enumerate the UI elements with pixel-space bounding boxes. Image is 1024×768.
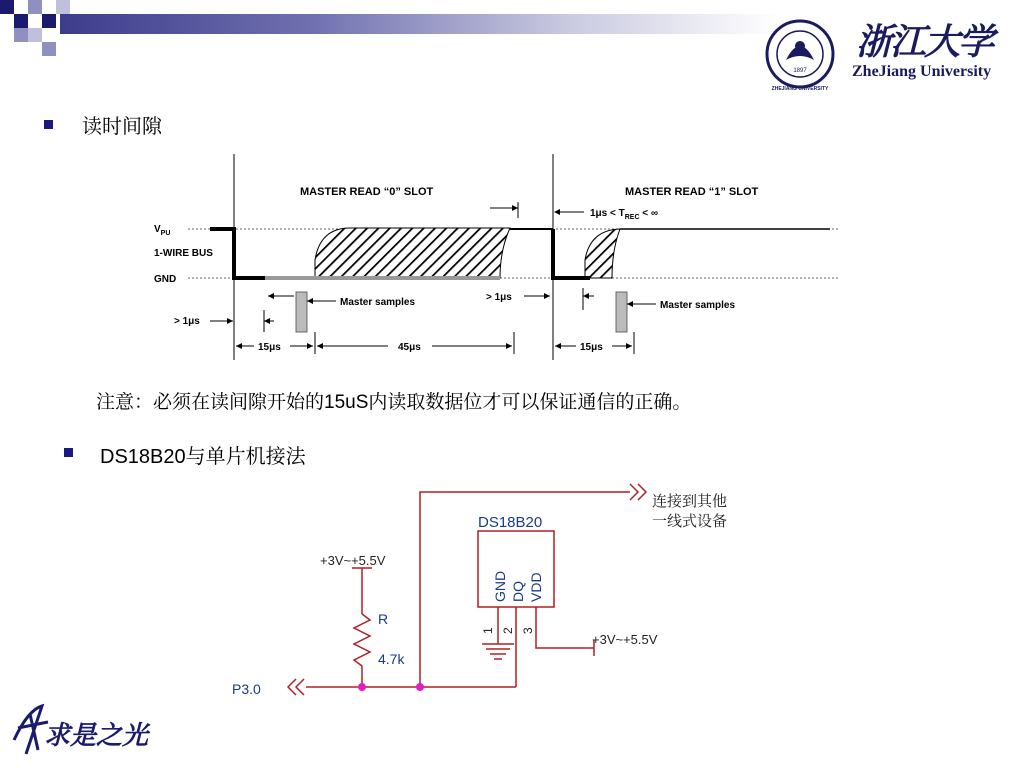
gt1us-mid: > 1μs: [486, 292, 512, 303]
bullet-icon: [64, 448, 73, 457]
seal-year: 1897: [793, 68, 807, 74]
university-seal-icon: [767, 21, 833, 92]
vpu-label: $V_{PU}$: [154, 224, 171, 237]
pin-dq-label: DQ: [510, 581, 526, 602]
slot1-title: MASTER READ “1” SLOT: [625, 186, 759, 198]
master-samples-0: Master samples: [340, 297, 416, 308]
ds18b20-circuit-diagram: [220, 476, 780, 704]
pin2-number: 2: [501, 627, 515, 634]
section-title-interface: DS18B20与单片机接法: [100, 446, 306, 468]
junction-dot: [416, 683, 424, 691]
resistor-name: R: [378, 611, 389, 627]
supply-right: +3V~+5.5V: [592, 632, 658, 647]
gt1us-left: > 1μs: [174, 316, 200, 327]
section-title-read-slot: 读时间隙: [82, 114, 162, 138]
university-name-zh: 浙江大学: [856, 21, 993, 63]
junction-dot: [358, 683, 366, 691]
ground-icon: [482, 644, 514, 659]
bullet-icon: [44, 120, 53, 129]
t15us-1: 15μs: [580, 342, 603, 353]
pin-vdd-label: VDD: [528, 572, 544, 602]
connect-other-line2: 一线式设备: [652, 513, 728, 530]
footer-logo-text: 求是之光: [44, 720, 149, 750]
resistor-value: 4.7k: [378, 651, 405, 667]
university-name-en: ZheJiang University: [852, 63, 992, 80]
arrow-right-icon: [630, 484, 638, 500]
arrow-left-icon: [288, 679, 296, 695]
pin3-number: 3: [521, 627, 535, 634]
connect-other-line1: 连接到其他: [652, 493, 728, 510]
t15us-0: 15μs: [258, 342, 281, 353]
master-samples-1: Master samples: [660, 300, 736, 311]
pin1-number: 1: [481, 627, 495, 634]
read-slot-timing-diagram: [150, 150, 850, 380]
bus-label: 1-WIRE BUS: [154, 248, 213, 259]
resistor-icon: [354, 614, 370, 666]
seal-text: ZHEJIANG UNIVERSITY: [771, 86, 829, 92]
t45us: 45μs: [398, 342, 421, 353]
header-gradient-bar: [60, 14, 780, 34]
port-label: P3.0: [232, 681, 261, 697]
slot0-title: MASTER READ “0” SLOT: [300, 186, 434, 198]
chip-name: DS18B20: [478, 514, 543, 531]
pin-gnd-label: GND: [492, 570, 508, 602]
footer-logo: [8, 700, 149, 762]
note-text: 注意：必须在读间隙开始的15uS内读取数据位才可以保证通信的正确。: [96, 392, 692, 413]
trec-label: $1\mu s < T_{REC}$ < ∞: [590, 208, 659, 221]
supply-left: +3V~+5.5V: [320, 553, 386, 568]
gnd-label: GND: [154, 274, 177, 285]
